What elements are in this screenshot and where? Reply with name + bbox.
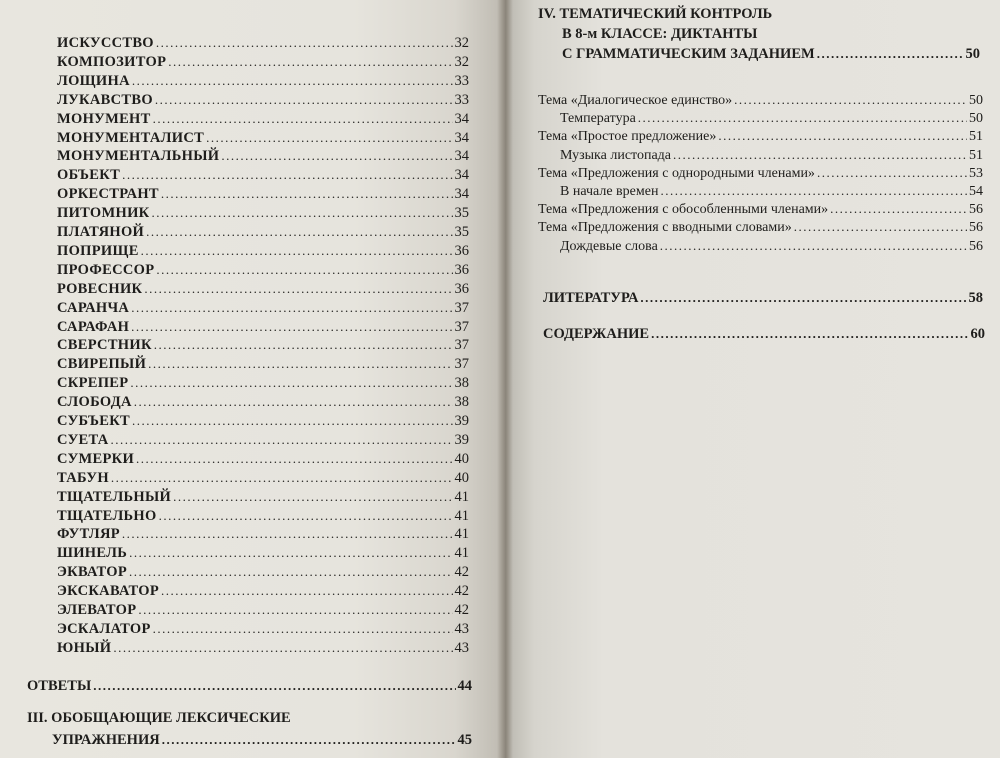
index-entry-word: СУЕТА	[57, 431, 109, 448]
leader-dots	[154, 336, 453, 354]
index-entry-word: КОМПОЗИТОР	[57, 53, 167, 70]
index-entry-page: 43	[454, 620, 469, 637]
leader-dots	[129, 563, 452, 581]
index-entry	[57, 374, 469, 392]
index-entry	[57, 204, 469, 222]
index-entry-page: 34	[454, 186, 469, 203]
right-page	[505, 0, 1000, 758]
index-entry	[57, 166, 469, 184]
dictation-entry	[560, 146, 983, 165]
index-entry-word: СУМЕРКИ	[57, 450, 135, 467]
topic-page: 56	[969, 220, 983, 236]
leader-dots	[638, 109, 967, 127]
topic-title: Тема «Предложения с обособленными членами»	[538, 202, 829, 218]
leader-dots	[131, 318, 452, 336]
index-entry-word: ЛОЩИНА	[57, 72, 130, 89]
index-entry	[57, 639, 469, 657]
index-entry	[57, 72, 469, 90]
index-entry	[57, 488, 469, 506]
section-4-title-line1: IV. ТЕМАТИЧЕСКИЙ КОНТРОЛЬ	[538, 6, 773, 22]
index-entry-word: ЭСКАЛАТОР	[57, 620, 151, 637]
index-entry	[57, 507, 469, 525]
leader-dots	[122, 525, 453, 543]
index-entry-page: 32	[454, 53, 469, 70]
topic-entry	[538, 127, 983, 146]
topic-page: 53	[969, 165, 983, 181]
leader-dots	[153, 110, 453, 128]
dictation-entry	[560, 109, 983, 128]
index-entry-page: 33	[454, 72, 469, 89]
leader-dots	[221, 147, 452, 165]
index-entry-page: 42	[454, 602, 469, 618]
topic-page: 51	[969, 147, 983, 163]
contents-page: 60	[970, 326, 985, 342]
dictation-title: Дождевые слова	[560, 238, 658, 254]
index-entry-word: СВЕРСТНИК	[57, 337, 152, 354]
index-entry-word: ШИНЕЛЬ	[57, 545, 128, 562]
leader-dots	[148, 355, 452, 373]
topic-page: 50	[969, 93, 983, 108]
index-entry-page: 34	[454, 148, 469, 165]
index-entry-word: ПИТОМНИК	[57, 205, 150, 222]
index-entry-page: 42	[454, 583, 469, 600]
leader-dots	[660, 182, 967, 200]
leader-dots	[660, 237, 967, 255]
leader-dots	[168, 53, 452, 71]
topic-entry	[538, 200, 983, 219]
leader-dots	[136, 450, 452, 468]
section-3-page: 45	[457, 732, 472, 748]
leader-dots	[830, 200, 967, 218]
topic-title: Тема «Предложения с однородными членами»	[538, 165, 815, 181]
index-entry	[57, 91, 469, 109]
index-entry-word: ЭЛЕВАТОР	[57, 602, 137, 618]
leader-dots	[161, 582, 452, 600]
leader-dots	[673, 146, 967, 164]
index-entry-page: 38	[454, 375, 469, 392]
index-entry	[57, 450, 469, 468]
leader-dots	[718, 127, 967, 145]
index-entry-page: 32	[454, 35, 469, 51]
index-entry	[57, 261, 469, 279]
index-entry	[57, 355, 469, 373]
answers-entry	[27, 677, 472, 695]
topic-page: 56	[969, 238, 983, 254]
leader-dots	[138, 601, 452, 619]
leader-dots	[817, 164, 967, 182]
leader-dots	[640, 289, 966, 307]
leader-dots	[794, 218, 967, 236]
section-3-title-line2: УПРАЖНЕНИЯ	[52, 732, 160, 748]
leader-dots	[113, 639, 452, 657]
index-entry-page: 41	[454, 526, 469, 543]
contents-entry	[543, 325, 985, 343]
index-entry	[57, 412, 469, 430]
index-entry-word: ТЩАТЕЛЬНЫЙ	[57, 488, 172, 505]
leader-dots	[122, 166, 452, 184]
index-entry-word: ЮНЫЙ	[57, 639, 112, 656]
index-entry-word: ИСКУССТВО	[57, 35, 154, 51]
leader-dots	[146, 223, 452, 241]
index-entry-word: МОНУМЕНТАЛЬНЫЙ	[57, 148, 220, 165]
leader-dots	[132, 72, 453, 90]
leader-dots	[130, 374, 452, 392]
leader-dots	[156, 34, 453, 52]
index-entry	[57, 431, 469, 449]
leader-dots	[161, 185, 453, 203]
index-entry-page: 36	[454, 280, 469, 297]
index-entry	[57, 601, 469, 619]
index-entry-word: ТЩАТЕЛЬНО	[57, 507, 157, 524]
dictation-title: Температура	[560, 111, 636, 127]
index-entry	[57, 242, 469, 260]
index-entry	[57, 53, 469, 71]
index-entry-page: 35	[454, 205, 469, 222]
index-entry	[57, 223, 469, 241]
index-entry-page: 41	[454, 507, 469, 524]
index-entry-word: ПЛАТЯНОЙ	[57, 224, 145, 240]
index-entry	[57, 318, 469, 336]
topic-title: Тема «Предложения с вводными словами»	[538, 220, 792, 236]
index-entry-word: ПОПРИЩЕ	[57, 242, 139, 259]
section-3-entry	[52, 731, 472, 749]
leader-dots	[134, 393, 453, 411]
index-entry	[57, 299, 469, 317]
dictation-entry	[560, 237, 983, 256]
index-entry	[57, 525, 469, 543]
leader-dots	[156, 261, 452, 279]
topic-page: 51	[969, 129, 983, 145]
literature-label: ЛИТЕРАТУРА	[543, 290, 639, 306]
index-entry	[57, 469, 469, 487]
dictation-entry	[560, 182, 983, 201]
index-entry-word: ПРОФЕССОР	[57, 261, 155, 278]
index-entry-page: 43	[454, 639, 469, 656]
leader-dots	[162, 731, 456, 749]
index-entry-page: 42	[454, 564, 469, 581]
leader-dots	[651, 325, 968, 343]
index-entry	[57, 544, 469, 562]
index-entry	[57, 185, 469, 203]
answers-page: 44	[457, 678, 472, 694]
index-entry-page: 37	[454, 299, 469, 316]
topic-page: 56	[969, 202, 983, 218]
index-entry-page: 34	[454, 167, 469, 184]
index-entry-page: 37	[454, 356, 469, 373]
index-entry-page: 41	[454, 545, 469, 562]
index-entry-word: ОБЪЕКТ	[57, 167, 121, 184]
leader-dots	[111, 431, 453, 449]
index-entry-word: ЭКВАТОР	[57, 564, 128, 581]
index-entry-word: ЛУКАВСТВО	[57, 91, 153, 108]
index-entry-word: ОРКЕСТРАНТ	[57, 186, 159, 203]
index-entry	[57, 147, 469, 165]
topic-page: 50	[969, 111, 983, 127]
leader-dots	[206, 129, 452, 147]
leader-dots	[111, 469, 453, 487]
leader-dots	[159, 507, 453, 525]
answers-label: ОТВЕТЫ	[27, 678, 92, 694]
leader-dots	[155, 91, 453, 109]
index-entry-word: МОНУМЕНТАЛИСТ	[57, 129, 205, 146]
literature-entry	[543, 289, 983, 307]
index-entry-page: 36	[454, 261, 469, 278]
index-entry-page: 34	[454, 129, 469, 146]
index-entry	[57, 110, 469, 128]
index-entry	[57, 620, 469, 638]
dictation-title: В начале времен	[560, 184, 659, 199]
dictation-title: Музыка листопада	[560, 147, 672, 163]
index-entry-word: САРАНЧА	[57, 299, 130, 316]
leader-dots	[151, 204, 452, 222]
section-4-title-line3: С ГРАММАТИЧЕСКИМ ЗАДАНИЕМ	[562, 46, 815, 62]
leader-dots	[153, 620, 453, 638]
section-4-entry	[562, 45, 980, 63]
index-entry-word: СВИРЕПЫЙ	[57, 356, 147, 373]
index-entry-page: 37	[454, 337, 469, 354]
leader-dots	[131, 299, 452, 317]
leader-dots	[173, 488, 452, 506]
index-entry-page: 38	[454, 394, 469, 411]
index-entry-page: 33	[454, 91, 469, 108]
index-entry-page: 40	[454, 469, 469, 486]
index-entry-word: СКРЕПЕР	[57, 375, 129, 392]
index-entry	[57, 393, 469, 411]
topic-entry	[538, 164, 983, 183]
index-entry-page: 34	[454, 110, 469, 127]
index-entry-word: СУБЪЕКТ	[57, 413, 131, 429]
index-entry	[57, 336, 469, 354]
contents-label: СОДЕРЖАНИЕ	[543, 326, 650, 342]
topic-entry	[538, 91, 983, 110]
index-entry-word: МОНУМЕНТ	[57, 110, 151, 127]
index-entry-word: ФУТЛЯР	[57, 526, 120, 543]
index-entry-page: 40	[454, 450, 469, 467]
index-entry-page: 41	[454, 488, 469, 505]
index-entry	[57, 280, 469, 298]
index-entry	[57, 34, 469, 52]
literature-page: 58	[968, 290, 983, 306]
index-entry-word: ТАБУН	[57, 469, 109, 486]
index-entry-word: СЛОБОДА	[57, 394, 132, 411]
index-entry-page: 39	[454, 431, 469, 448]
index-entry-word: РОВЕСНИК	[57, 280, 143, 297]
book-gutter	[497, 0, 513, 758]
index-entry-page: 36	[454, 242, 469, 259]
leader-dots	[141, 242, 453, 260]
section-3-title-line1: III. ОБОБЩАЮЩИЕ ЛЕКСИЧЕСКИЕ	[27, 710, 291, 726]
index-entry-word: ЭКСКАВАТОР	[57, 583, 160, 600]
topic-title: Тема «Простое предложение»	[538, 129, 717, 145]
index-entry-page: 37	[454, 318, 469, 335]
index-entry-word: САРАФАН	[57, 318, 130, 335]
topic-page: 54	[969, 184, 983, 199]
section-4-title-line2: В 8-м КЛАССЕ: ДИКТАНТЫ	[562, 26, 758, 42]
leader-dots	[93, 677, 455, 695]
index-entry	[57, 563, 469, 581]
index-entry	[57, 582, 469, 600]
leader-dots	[132, 412, 452, 430]
index-entry-page: 39	[454, 413, 469, 429]
leader-dots	[734, 91, 967, 109]
leader-dots	[817, 45, 964, 63]
section-4-page: 50	[965, 46, 980, 62]
topic-title: Тема «Диалогическое единство»	[538, 93, 733, 108]
topic-entry	[538, 218, 983, 237]
leader-dots	[129, 544, 452, 562]
index-entry-page: 35	[454, 224, 469, 240]
leader-dots	[144, 280, 452, 298]
index-entry	[57, 129, 469, 147]
